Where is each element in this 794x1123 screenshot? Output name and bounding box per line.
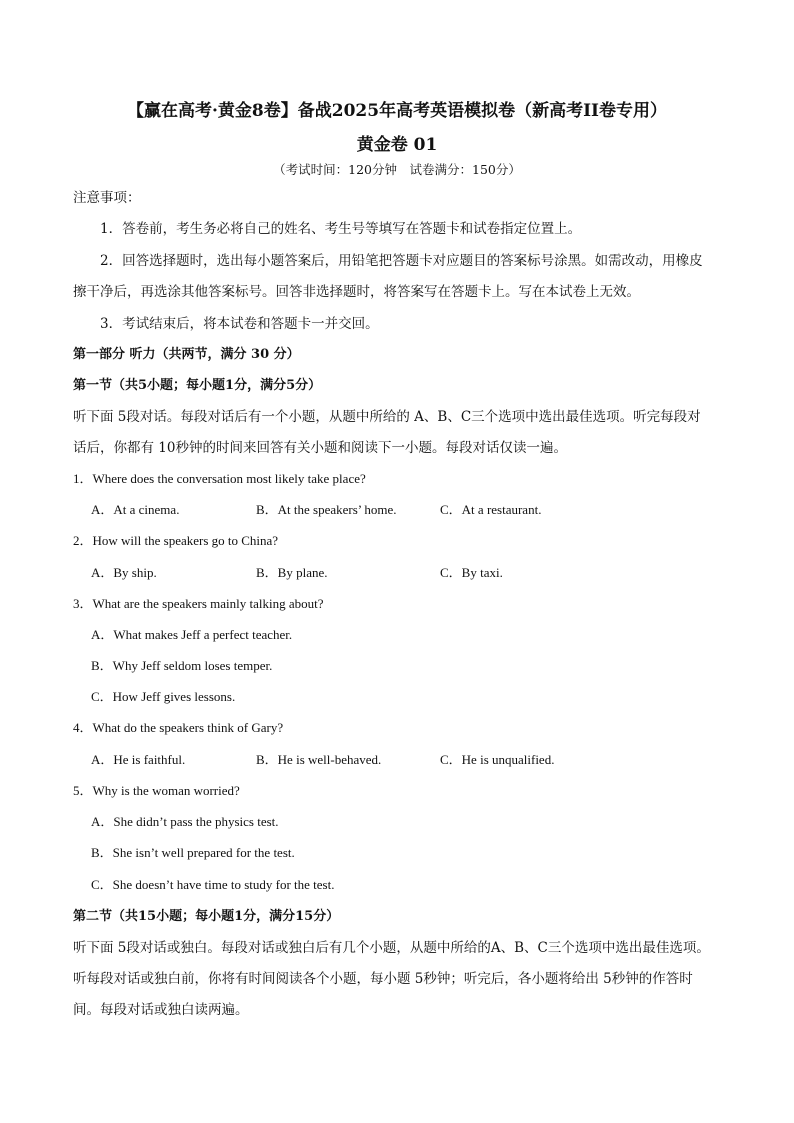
section1-intro-line-1: 听下面 5段对话。每段对话后有一个小题，从题中所给的 A、B、C三个选项中选出最佳选项。听完每段对 [73, 409, 701, 425]
exam-subtitle: 黄金卷 01 [356, 135, 438, 155]
section2-intro-line-1: 听下面 5段对话或独白。每段对话或独白后有几个小题，从题中所给的A、B、C三个选项中选出最佳选项。 [73, 940, 710, 956]
question-5-option-a: A．She didn’t pass the physics test. [91, 814, 279, 829]
note-2-line-2: 擦干净后，再选涂其他答案标号。回答非选择题时，将答案写在答题卡上。写在本试卷上无效。 [73, 284, 640, 300]
question-4-stem: 4．What do the speakers think of Gary? [73, 720, 284, 735]
exam-title: 【赢在高考·黄金8卷】备战2025年高考英语模拟卷（新高考II卷专用） [127, 101, 667, 121]
question-5-option-c: C．She doesn’t have time to study for the test. [91, 877, 335, 892]
question-2-option-c: C．By taxi. [440, 565, 503, 580]
question-3-stem: 3．What are the speakers mainly talking about? [73, 596, 324, 611]
note-1: 1．答卷前，考生务必将自己的姓名、考生号等填写在答题卡和试卷指定位置上。 [100, 221, 582, 237]
question-2-stem: 2．How will the speakers go to China? [73, 533, 279, 548]
question-3-option-c: C．How Jeff gives lessons. [91, 689, 236, 704]
question-4-option-a: A．He is faithful. [91, 752, 186, 767]
notes-heading: 注意事项： [73, 190, 141, 206]
question-4-option-c: C．He is unqualified. [440, 752, 555, 767]
section2-heading: 第二节（共15小题；每小题1分，满分15分） [73, 909, 340, 924]
exam-info: （考试时间：120分钟 试卷满分：150分） [273, 162, 521, 177]
question-1-option-c: C．At a restaurant. [440, 502, 542, 517]
question-5-stem: 5．Why is the woman worried? [73, 783, 240, 798]
question-2-option-b: B．By plane. [256, 565, 328, 580]
note-2-line-1: 2．回答选择题时，选出每小题答案后，用铅笔把答题卡对应题目的答案标号涂黑。如需改动，用橡皮 [100, 253, 703, 269]
question-3-option-a: A．What makes Jeff a perfect teacher. [91, 627, 293, 642]
question-1-stem: 1．Where does the conversation most likely take place? [73, 471, 366, 486]
part1-heading: 第一部分 听力（共两节，满分 30 分） [73, 347, 300, 362]
question-3-option-b: B．Why Jeff seldom loses temper. [91, 658, 273, 673]
section1-intro-line-2: 话后，你都有 10秒钟的时间来回答有关小题和阅读下一小题。每段对话仅读一遍。 [73, 440, 567, 456]
question-4-option-b: B．He is well-behaved. [256, 752, 382, 767]
question-5-option-b: B．She isn’t well prepared for the test. [91, 845, 295, 860]
question-2-option-a: A．By ship. [91, 565, 157, 580]
section2-intro-line-2: 听每段对话或独白前，你将有时间阅读各个小题，每小题 5秒钟；听完后，各小题将给出 5秒钟的作答时 [73, 971, 693, 987]
section2-intro-line-3: 间。每段对话或独白读两遍。 [73, 1002, 249, 1018]
note-3: 3．考试结束后，将本试卷和答题卡一并交回。 [100, 316, 379, 332]
question-1-option-b: B．At the speakers’ home. [256, 502, 397, 517]
section1-heading: 第一节（共5小题；每小题1分，满分5分） [73, 378, 322, 393]
question-1-option-a: A．At a cinema. [91, 502, 180, 517]
